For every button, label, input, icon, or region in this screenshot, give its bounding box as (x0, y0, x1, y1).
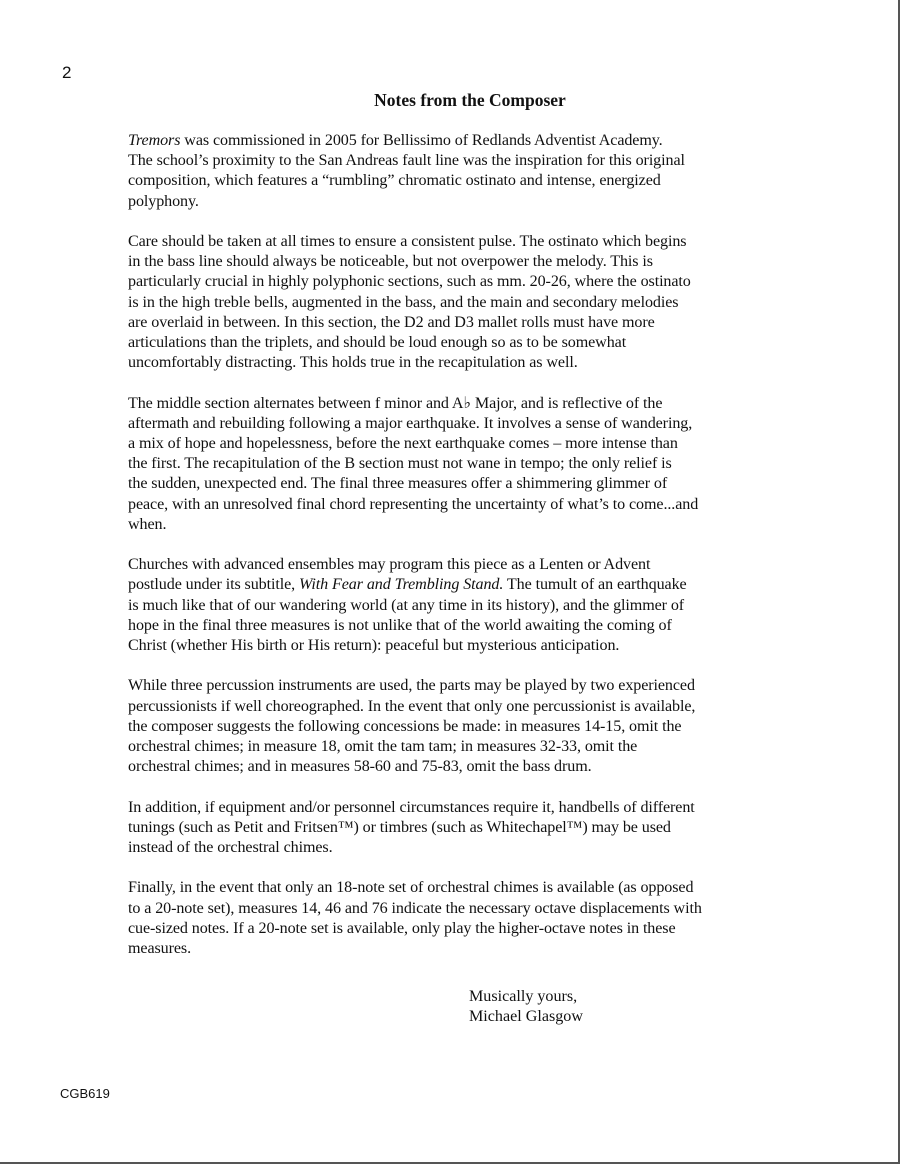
text-line (128, 293, 778, 313)
text-line (128, 434, 778, 454)
text-segment: postlude under its subtitle, (128, 576, 299, 594)
text-line (128, 232, 778, 252)
italic-text: With Fear and Trembling Stand. (299, 576, 504, 594)
text-segment: peace, with an unresolved final chord representing the uncertainty of what’s to come...and (128, 495, 699, 513)
text-line (128, 454, 778, 474)
paragraph (128, 232, 778, 373)
paragraph (128, 798, 778, 859)
text-line (128, 171, 778, 191)
text-line (128, 798, 778, 818)
page-number: 2 (62, 63, 72, 82)
text-segment: orchestral chimes; and in measures 58-60 and 75-83, omit the bass drum. (128, 758, 592, 776)
text-line (128, 757, 778, 777)
paragraph (128, 555, 778, 656)
text-line (128, 575, 778, 595)
text-segment: in the bass line should always be noticeable, but not overpower the melody. This is (128, 253, 653, 271)
text-line (128, 131, 778, 151)
text-segment: measures. (128, 940, 192, 958)
text-line (128, 717, 778, 737)
text-segment: The tumult of an earthquake (503, 576, 687, 594)
text-line (128, 596, 778, 616)
text-line (128, 353, 778, 373)
text-segment: instead of the orchestral chimes. (128, 839, 333, 857)
text-line (128, 676, 778, 696)
text-line (128, 616, 778, 636)
text-segment: orchestral chimes; in measure 18, omit the tam tam; in measures 32-33, omit the (128, 738, 638, 756)
signoff-closing: Musically yours, (469, 988, 578, 1005)
text-line (128, 838, 778, 858)
paragraph (128, 676, 778, 777)
text-segment: While three percussion instruments are used, the parts may be played by two experienced (128, 677, 695, 695)
text-line (128, 252, 778, 272)
text-segment: to a 20-note set), measures 14, 46 and 76 indicate the necessary octave displacements with (128, 899, 702, 917)
text-line (128, 192, 778, 212)
text-segment: The middle section alternates between f minor and A♭ Major, and is reflective of the (128, 394, 663, 412)
text-line (128, 878, 778, 898)
paragraph (128, 878, 778, 959)
text-line (128, 555, 778, 575)
text-segment: hope in the final three measures is not unlike that of the world awaiting the coming of (128, 616, 672, 634)
text-line (128, 899, 778, 919)
text-line (128, 151, 778, 171)
text-segment: The school’s proximity to the San Andreas fault line was the inspiration for this original (128, 152, 685, 170)
italic-text: Tremors (128, 132, 181, 149)
text-line (128, 333, 778, 353)
signoff (469, 987, 583, 1027)
text-segment: the first. The recapitulation of the B section must not wane in tempo; the only relief is (128, 455, 672, 473)
text-line (128, 636, 778, 656)
page-title: Notes from the Composer (374, 90, 566, 110)
text-segment: are overlaid in between. In this section, the D2 and D3 mallet rolls must have more (128, 313, 655, 331)
text-line (128, 515, 778, 535)
text-line (128, 939, 778, 959)
text-line (128, 495, 778, 515)
text-segment: Finally, in the event that only an 18-note set of orchestral chimes is available (as opposed (128, 879, 694, 897)
text-segment: percussionists if well choreographed. In the event that only one percussionist is available, (128, 697, 696, 715)
text-line (128, 414, 778, 434)
paragraph (128, 394, 778, 535)
text-segment: aftermath and rebuilding following a major earthquake. It involves a sense of wandering, (128, 414, 693, 432)
composer-notes-body (128, 131, 778, 979)
text-segment: In addition, if equipment and/or personnel circumstances require it, handbells of different (128, 798, 695, 816)
text-segment: composition, which features a “rumbling” chromatic ostinato and intense, energized (128, 172, 661, 190)
text-segment: particularly crucial in highly polyphonic sections, such as mm. 20-26, where the ostinato (128, 273, 691, 291)
text-line (128, 697, 778, 717)
text-segment: uncomfortably distracting. This holds true in the recapitulation as well. (128, 354, 578, 372)
text-segment: polyphony. (128, 192, 199, 210)
text-segment: is in the high treble bells, augmented in the bass, and the main and secondary melodies (128, 293, 679, 311)
text-segment: cue-sized notes. If a 20-note set is available, only play the higher-octave notes in these (128, 919, 676, 937)
text-segment: is much like that of our wandering world (at any time in its history), and the glimmer of (128, 596, 685, 614)
text-segment: Care should be taken at all times to ensure a consistent pulse. The ostinato which begins (128, 233, 687, 250)
text-line (128, 313, 778, 333)
text-segment: Churches with advanced ensembles may program this piece as a Lenten or Advent (128, 556, 651, 574)
text-segment: was commissioned in 2005 for Bellissimo of Redlands Adventist Academy. (180, 132, 663, 149)
text-segment: when. (128, 515, 167, 533)
text-line (128, 919, 778, 939)
catalog-code: CGB619 (60, 1086, 110, 1101)
text-segment: the sudden, unexpected end. The final three measures offer a shimmering glimmer of (128, 475, 668, 493)
text-line (128, 474, 778, 494)
text-segment: the composer suggests the following concessions be made: in measures 14-15, omit the (128, 717, 682, 735)
text-segment: articulations than the triplets, and should be loud enough so as to be somewhat (128, 334, 627, 352)
text-segment: Christ (whether His birth or His return): peaceful but mysterious anticipation. (128, 637, 620, 655)
text-line (128, 818, 778, 838)
paragraph (128, 131, 778, 212)
text-line (128, 737, 778, 757)
text-line (128, 394, 778, 414)
signoff-name: Michael Glasgow (469, 1008, 583, 1026)
text-line (128, 272, 778, 292)
text-segment: a mix of hope and hopelessness, before the next earthquake comes – more intense than (128, 435, 678, 453)
text-segment: tunings (such as Petit and Fritsen™) or timbres (such as Whitechapel™) may be used (128, 818, 671, 836)
